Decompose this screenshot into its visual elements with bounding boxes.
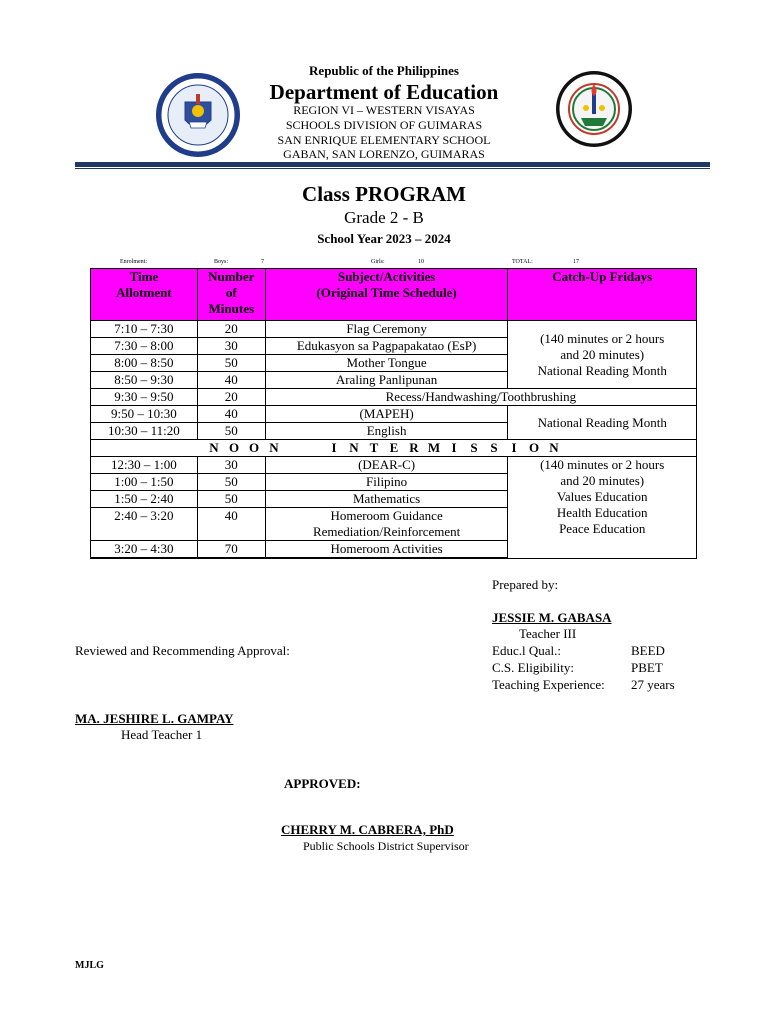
minutes-cell: 50	[197, 491, 265, 508]
subject-cell: Mathematics	[265, 491, 508, 508]
republic-line: Republic of the Philippines	[309, 63, 459, 78]
filler-cell	[265, 558, 508, 559]
minutes-cell: 70	[197, 541, 265, 558]
header-time-line1: Time	[129, 269, 159, 284]
page-title: Class PROGRAM	[302, 182, 466, 206]
minutes-cell: 50	[197, 355, 265, 372]
noon-letter: S	[490, 440, 498, 455]
school-year: School Year 2023 – 2024	[317, 231, 451, 246]
noon-letter: T	[369, 440, 379, 455]
minutes-cell: 40	[197, 372, 265, 389]
educ-qual-value: BEED	[631, 643, 665, 658]
educ-qual-label: Educ.l Qual.:	[492, 643, 561, 658]
minutes-cell: 40	[197, 508, 265, 541]
header-minutes-line2: of	[225, 285, 237, 300]
class-program-table	[90, 268, 697, 559]
department-name: Department of Education	[269, 80, 499, 104]
filler-cell	[197, 558, 265, 559]
minutes-cell: 20	[197, 321, 265, 338]
subject-line2: Remediation/Reinforcement	[312, 524, 461, 539]
subject-cell: English	[265, 423, 508, 440]
minutes-cell: 50	[197, 423, 265, 440]
catchup-pm-line: Health Education	[556, 505, 648, 520]
table-row	[91, 406, 697, 423]
noon-letter: I	[331, 440, 337, 455]
catchup-pm-line: Peace Education	[559, 521, 646, 536]
header-time	[91, 269, 198, 321]
grade-section: Grade 2 - B	[344, 208, 424, 227]
subject-cell-recess: Recess/Handwashing/Toothbrushing	[265, 389, 696, 406]
boys-label: Boys:	[214, 259, 229, 265]
header-subject-line2: (Original Time Schedule)	[316, 285, 457, 300]
catchup-am-line1: (140 minutes or 2 hours	[540, 330, 665, 346]
reviewed-label: Reviewed and Recommending Approval:	[75, 643, 290, 658]
total-count: 17	[573, 259, 579, 265]
minutes-cell: 30	[197, 338, 265, 355]
time-cell: 9:30 – 9:50	[91, 389, 198, 406]
noon-letter: N	[349, 440, 359, 455]
approver-name: CHERRY M. CABRERA, PhD	[281, 822, 454, 837]
header-minutes	[197, 269, 265, 321]
subject-line1: Homeroom Guidance	[330, 508, 443, 523]
time-cell: 10:30 – 11:20	[91, 423, 198, 440]
girls-count: 10	[418, 259, 424, 265]
girls-label: Girls:	[371, 259, 385, 265]
footer-initials: MJLG	[75, 960, 104, 971]
catchup-am-line3: National Reading Month	[537, 362, 667, 378]
division-line: SCHOOLS DIVISION OF GUIMARAS	[285, 118, 483, 132]
noon-letter: N	[549, 440, 559, 455]
teaching-experience-label: Teaching Experience:	[492, 677, 605, 692]
catchup-pm-cell	[508, 457, 697, 559]
time-cell: 1:50 – 2:40	[91, 491, 198, 508]
region-line: REGION VI – WESTERN VISAYAS	[293, 103, 475, 117]
noon-letter: S	[470, 440, 478, 455]
approver-position: Public Schools District Supervisor	[303, 839, 469, 853]
time-cell: 3:20 – 4:30	[91, 541, 198, 558]
header-rule-thick	[75, 162, 710, 167]
noon-letter: O	[248, 440, 260, 455]
noon-letter: I	[451, 440, 457, 455]
time-cell: 1:00 – 1:50	[91, 474, 198, 491]
school-line: SAN ENRIQUE ELEMENTARY SCHOOL	[277, 133, 491, 147]
time-cell: 9:50 – 10:30	[91, 406, 198, 423]
time-cell: 2:40 – 3:20	[91, 508, 198, 541]
boys-count: 7	[261, 259, 264, 265]
subject-cell: Filipino	[265, 474, 508, 491]
noon-row	[91, 440, 697, 457]
subject-cell: Mother Tongue	[265, 355, 508, 372]
noon-letter: M	[427, 440, 441, 455]
preparer-name: JESSIE M. GABASA	[492, 610, 612, 625]
catchup-am-cell	[508, 321, 697, 389]
subject-cell: Homeroom Activities	[265, 541, 508, 558]
noon-letter: N	[269, 440, 279, 455]
subject-cell: Flag Ceremony	[265, 321, 508, 338]
teaching-experience-value: 27 years	[631, 677, 675, 692]
reviewer-name: MA. JESHIRE L. GAMPAY	[75, 711, 234, 726]
catchup-pm-line: and 20 minutes)	[560, 473, 645, 488]
header-catchup: Catch-Up Fridays	[508, 269, 697, 321]
header-minutes-line1: Number	[208, 269, 255, 284]
minutes-cell: 20	[197, 389, 265, 406]
header-subject-line1: Subject/Activities	[337, 269, 436, 284]
table-row	[91, 457, 697, 474]
cs-eligibility-label: C.S. Eligibility:	[492, 660, 574, 675]
minutes-cell: 50	[197, 474, 265, 491]
catchup-pm-line: Values Education	[556, 489, 648, 504]
minutes-cell: 40	[197, 406, 265, 423]
subject-cell: (MAPEH)	[265, 406, 508, 423]
noon-letter: I	[511, 440, 517, 455]
noon-letter: E	[389, 440, 399, 455]
noon-letter: O	[228, 440, 240, 455]
time-cell: 8:50 – 9:30	[91, 372, 198, 389]
noon-letter: O	[528, 440, 540, 455]
catchup-mid-cell: National Reading Month	[508, 406, 697, 440]
location-line: GABAN, SAN LORENZO, GUIMARAS	[283, 147, 485, 161]
header-rule-thin	[75, 168, 710, 169]
preparer-position: Teacher III	[519, 626, 577, 641]
subject-cell: Araling Panlipunan	[265, 372, 508, 389]
minutes-cell: 30	[197, 457, 265, 474]
cs-eligibility-value: PBET	[631, 660, 663, 675]
table-row	[91, 321, 697, 338]
header-subject	[265, 269, 508, 321]
catchup-pm-line: (140 minutes or 2 hours	[540, 457, 665, 472]
time-cell: 12:30 – 1:00	[91, 457, 198, 474]
prepared-by-label: Prepared by:	[492, 577, 559, 592]
header-time-line2: Allotment	[116, 285, 172, 300]
table-row	[91, 389, 697, 406]
noon-intermission-cell	[91, 440, 697, 457]
catchup-am-line2: and 20 minutes)	[560, 346, 645, 362]
time-cell: 7:30 – 8:00	[91, 338, 198, 355]
approved-label: APPROVED:	[284, 776, 361, 791]
subject-cell: Edukasyon sa Pagpapakatao (EsP)	[265, 338, 508, 355]
subject-cell: (DEAR-C)	[265, 457, 508, 474]
noon-letter: N	[209, 440, 219, 455]
filler-cell	[91, 558, 198, 559]
enrolment-label: Enrolment:	[120, 259, 147, 265]
total-label: TOTAL:	[512, 259, 533, 265]
time-cell: 7:10 – 7:30	[91, 321, 198, 338]
subject-cell	[265, 508, 508, 541]
noon-letter: R	[409, 440, 419, 455]
header-minutes-line3: Minutes	[208, 301, 255, 316]
time-cell: 8:00 – 8:50	[91, 355, 198, 372]
reviewer-position: Head Teacher 1	[121, 727, 203, 742]
table-header-row	[91, 269, 697, 321]
